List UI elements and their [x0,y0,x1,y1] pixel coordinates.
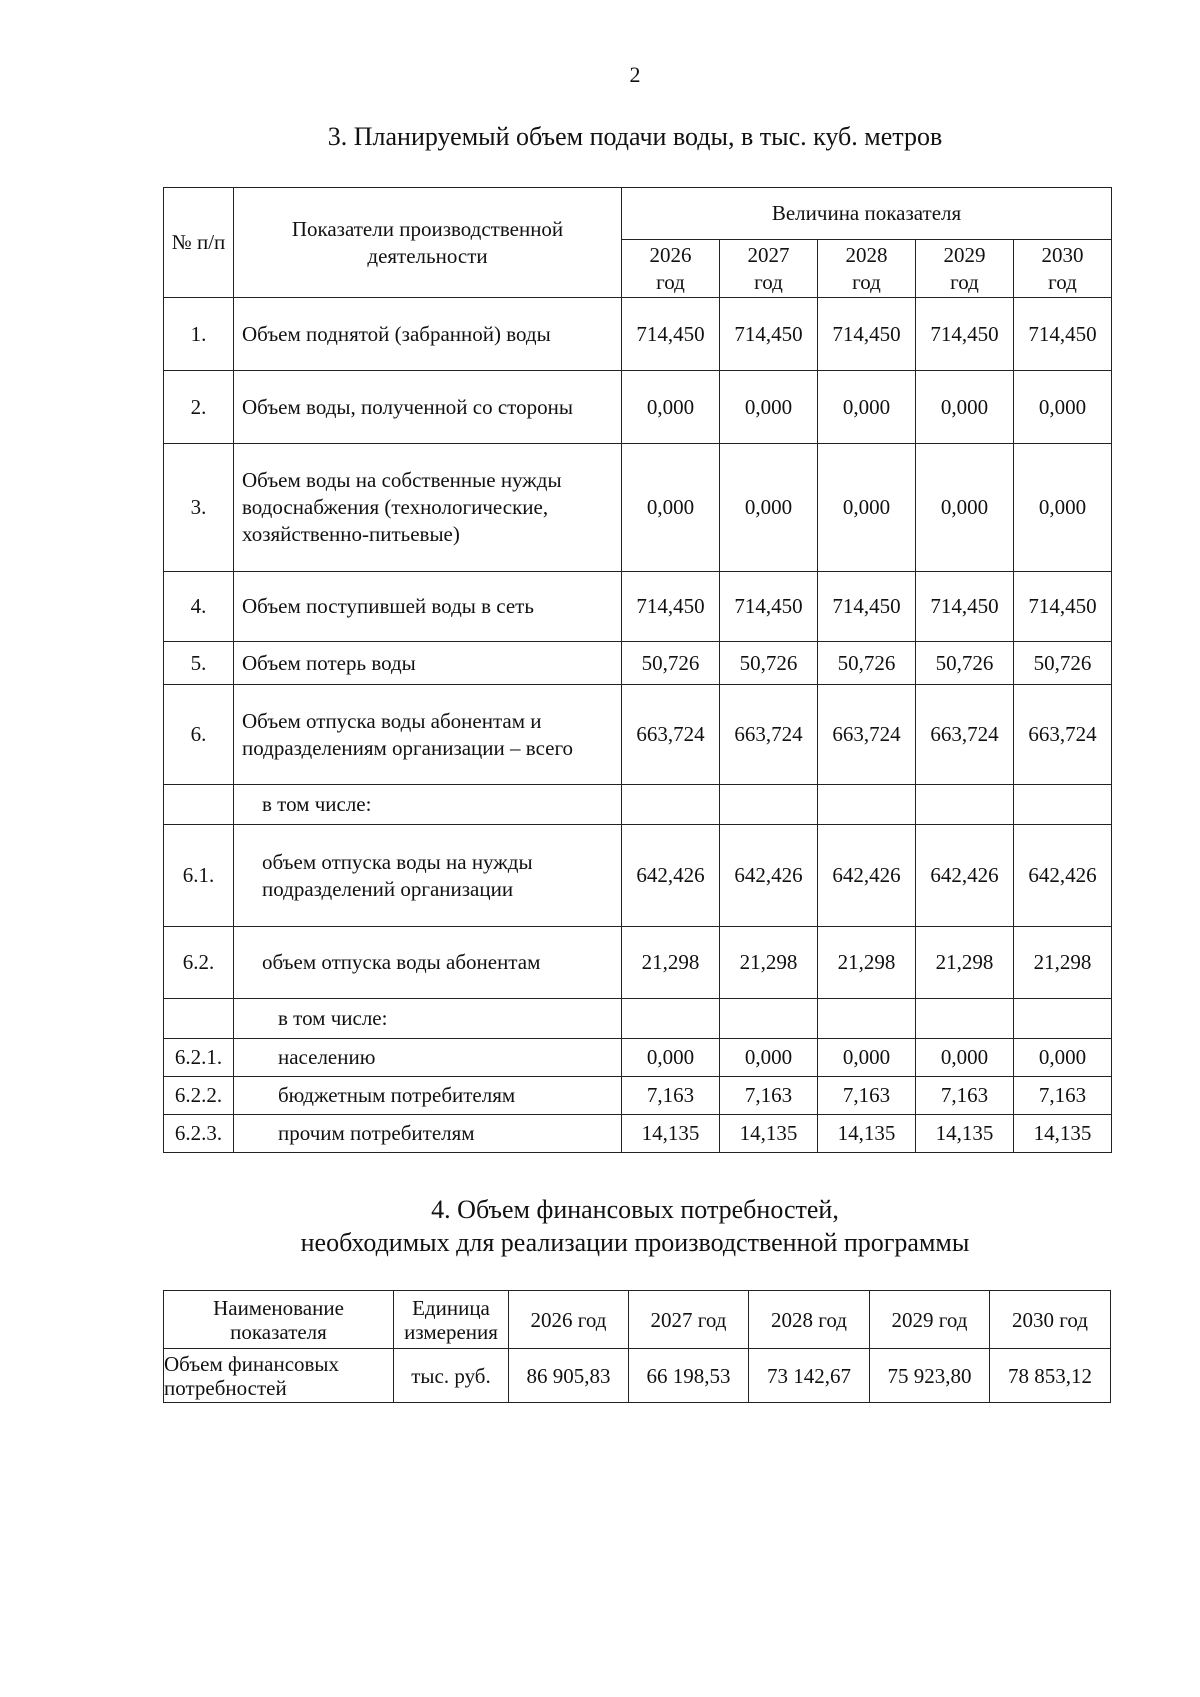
row-label: прочим потребителям [234,1115,622,1153]
table-row [164,1039,1112,1077]
table-row [164,685,1112,785]
row-value: 714,450 [916,298,1014,371]
row-label: Объем воды на собственные нужды водоснабжения (технологические, хозяйственно-питьевые) [234,444,622,572]
row-value: 642,426 [1014,825,1112,927]
row-label: населению [234,1039,622,1077]
row-unit: тыс. руб. [394,1349,509,1403]
row-value: 642,426 [916,825,1014,927]
header-value-group: Величина показателя [622,188,1112,240]
page-number: 2 [629,62,641,87]
row-value: 0,000 [622,371,720,444]
row-value: 0,000 [818,1039,916,1077]
row-value: 714,450 [1014,298,1112,371]
table-row [164,572,1112,642]
row-value: 0,000 [818,371,916,444]
row-value: 14,135 [1014,1115,1112,1153]
row-value [720,999,818,1039]
row-value: 78 853,12 [990,1349,1111,1403]
row-number: 6.2.3. [164,1115,234,1153]
row-label: Объем поступившей воды в сеть [234,572,622,642]
row-value: 663,724 [916,685,1014,785]
row-value: 714,450 [720,572,818,642]
row-value [818,999,916,1039]
row-value: 0,000 [720,444,818,572]
header-year: 2030 год [1014,240,1112,298]
row-value: 642,426 [720,825,818,927]
row-value: 714,450 [1014,572,1112,642]
row-value [1014,999,1112,1039]
row-value: 0,000 [1014,1039,1112,1077]
header-year: 2026 год [622,240,720,298]
header-year: 2027 год [629,1291,749,1349]
section-4-title-line1: 4. Объем финансовых потребностей, [431,1195,839,1224]
row-label: бюджетным потребителям [234,1077,622,1115]
row-number: 5. [164,642,234,685]
header-year: 2029 год [870,1291,990,1349]
row-value: 714,450 [720,298,818,371]
row-value: 21,298 [818,927,916,999]
table-row [164,785,1112,825]
row-number [164,785,234,825]
row-value: 663,724 [622,685,720,785]
row-value: 86 905,83 [509,1349,629,1403]
row-value: 0,000 [916,1039,1014,1077]
row-value [1014,785,1112,825]
row-value: 50,726 [1014,642,1112,685]
row-number: 6.2. [164,927,234,999]
header-year: 2028 год [818,240,916,298]
row-value: 50,726 [622,642,720,685]
row-value: 714,450 [916,572,1014,642]
section-4-title [0,1193,1200,1259]
row-value: 7,163 [720,1077,818,1115]
table-row [164,1077,1112,1115]
row-value: 50,726 [916,642,1014,685]
row-label: Объем поднятой (забранной) воды [234,298,622,371]
table-header-row [164,188,1112,240]
row-value [818,785,916,825]
header-year: 2026 год [509,1291,629,1349]
row-value [916,999,1014,1039]
table-row [164,298,1112,371]
row-value: 14,135 [720,1115,818,1153]
header-indicator: Показатели производственной деятельности [234,188,622,298]
row-value: 21,298 [916,927,1014,999]
row-number: 6.2.2. [164,1077,234,1115]
row-number: 6. [164,685,234,785]
row-value: 663,724 [1014,685,1112,785]
row-label: объем отпуска воды абонентам [234,927,622,999]
row-value: 714,450 [818,298,916,371]
row-value: 642,426 [818,825,916,927]
row-value: 50,726 [818,642,916,685]
row-number: 4. [164,572,234,642]
row-value: 50,726 [720,642,818,685]
row-value: 7,163 [916,1077,1014,1115]
table-row [164,999,1112,1039]
row-value: 663,724 [720,685,818,785]
row-value: 0,000 [622,1039,720,1077]
row-label: Объем отпуска воды абонентам и подразделениям организации – всего [234,685,622,785]
row-number: 1. [164,298,234,371]
financial-needs-table [163,1290,1111,1403]
section-4-title-line2: необходимых для реализации производственной программы [300,1228,970,1257]
header-year: 2030 год [990,1291,1111,1349]
row-value: 663,724 [818,685,916,785]
row-value: 642,426 [622,825,720,927]
row-label: объем отпуска воды на нужды подразделений организации [234,825,622,927]
row-value: 75 923,80 [870,1349,990,1403]
table-row [164,371,1112,444]
row-value: 7,163 [622,1077,720,1115]
row-value: 21,298 [622,927,720,999]
table-row [164,444,1112,572]
row-number [164,999,234,1039]
row-number: 6.2.1. [164,1039,234,1077]
row-value: 0,000 [916,371,1014,444]
row-value: 21,298 [1014,927,1112,999]
table-header-row [164,1291,1111,1349]
header-year: 2029 год [916,240,1014,298]
header-unit: Единица измерения [394,1291,509,1349]
row-value: 7,163 [1014,1077,1112,1115]
row-value: 14,135 [622,1115,720,1153]
row-value [916,785,1014,825]
row-label: Объем потерь воды [234,642,622,685]
row-value: 0,000 [720,1039,818,1077]
row-label: в том числе: [234,785,622,825]
row-value: 14,135 [916,1115,1014,1153]
table-row [164,1115,1112,1153]
row-number: 6.1. [164,825,234,927]
row-label: Объем воды, полученной со стороны [234,371,622,444]
row-value: 73 142,67 [749,1349,870,1403]
row-value: 714,450 [622,298,720,371]
table-row [164,825,1112,927]
row-name: Объем финансовых потребностей [164,1349,394,1403]
section-3-title: 3. Планируемый объем подачи воды, в тыс. куб. метров [327,122,943,151]
header-year: 2028 год [749,1291,870,1349]
row-value: 21,298 [720,927,818,999]
row-value: 0,000 [818,444,916,572]
table-row [164,927,1112,999]
row-value: 7,163 [818,1077,916,1115]
row-value: 0,000 [1014,371,1112,444]
row-value: 66 198,53 [629,1349,749,1403]
header-name: Наименование показателя [164,1291,394,1349]
header-num: № п/п [164,188,234,298]
row-value [622,999,720,1039]
row-value: 714,450 [622,572,720,642]
row-value: 0,000 [720,371,818,444]
row-label: в том числе: [234,999,622,1039]
row-value: 14,135 [818,1115,916,1153]
row-value: 714,450 [818,572,916,642]
row-number: 2. [164,371,234,444]
row-value [720,785,818,825]
header-year: 2027 год [720,240,818,298]
row-value [622,785,720,825]
table-row [164,642,1112,685]
row-value: 0,000 [916,444,1014,572]
water-supply-table [163,187,1112,1153]
row-number: 3. [164,444,234,572]
table-row [164,1349,1111,1403]
row-value: 0,000 [622,444,720,572]
row-value: 0,000 [1014,444,1112,572]
